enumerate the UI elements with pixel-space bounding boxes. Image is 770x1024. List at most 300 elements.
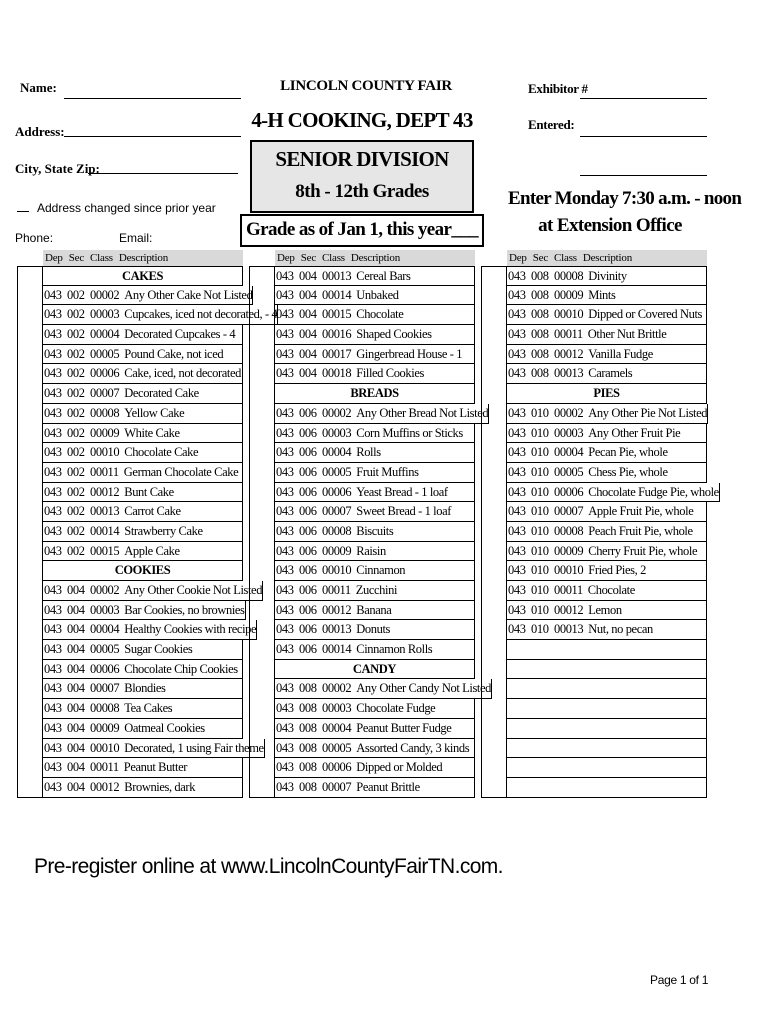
entry-checkbox[interactable] [481, 345, 507, 365]
entry-row [17, 325, 243, 345]
class-description: Nut, no pecan [588, 622, 653, 637]
entry-row [249, 542, 475, 562]
entry-cell [43, 325, 243, 345]
class-description: Chocolate Chip Cookies [124, 661, 238, 676]
class-code: 043 010 00008 [508, 523, 584, 538]
entry-column-3 [481, 250, 719, 798]
entry-row [17, 483, 243, 503]
class-code: 043 006 00002 [276, 405, 352, 420]
class-code: 043 010 00013 [508, 622, 584, 637]
entry-checkbox[interactable] [249, 404, 275, 424]
class-description: Any Other Bread Not Listed [356, 405, 489, 420]
entry-cell [275, 719, 475, 739]
entry-checkbox[interactable] [249, 502, 275, 522]
entry-row [481, 463, 707, 483]
entry-checkbox[interactable] [17, 404, 43, 424]
entry-cell [43, 463, 243, 483]
fair-title: LINCOLN COUNTY FAIR [280, 78, 452, 94]
address-changed-label: Address changed since prior year [37, 201, 216, 215]
entry-row [17, 581, 263, 601]
class-code: 043 004 00018 [276, 366, 352, 381]
class-description: Assorted Candy, 3 kinds [356, 740, 470, 755]
entry-checkbox[interactable] [249, 522, 275, 542]
entry-checkbox[interactable] [481, 620, 507, 640]
entry-checkbox[interactable] [249, 266, 275, 286]
class-code: 043 002 00012 [44, 484, 120, 499]
class-description: Chocolate Fudge [356, 701, 436, 716]
entry-row [249, 640, 475, 660]
entry-checkbox[interactable] [17, 581, 43, 601]
class-description: Tea Cakes [124, 701, 173, 716]
entry-checkbox[interactable] [249, 325, 275, 345]
city-state-zip-field[interactable] [88, 173, 238, 174]
entry-row [249, 364, 475, 384]
header-dep: Dep [277, 252, 295, 264]
entry-cell [507, 581, 707, 601]
entry-cell [507, 424, 707, 444]
entry-row [481, 424, 707, 444]
class-description: Zucchini [355, 583, 398, 597]
entry-checkbox[interactable] [481, 542, 507, 562]
entry-checkbox[interactable] [481, 640, 507, 660]
entry-checkbox[interactable] [249, 542, 275, 562]
class-code: 043 002 00005 [44, 346, 120, 361]
entry-cell [43, 640, 243, 660]
class-code: 043 004 00009 [44, 720, 120, 735]
class-code: 043 004 00003 [44, 602, 120, 617]
entry-checkbox[interactable] [481, 601, 507, 621]
class-description: Divinity [588, 269, 627, 283]
entry-cell [507, 364, 707, 384]
class-code: 043 008 00010 [508, 307, 584, 322]
class-code: 043 002 00004 [44, 327, 120, 342]
header-sec: Sec [68, 252, 85, 264]
class-code: 043 004 00014 [276, 287, 352, 302]
entry-row [481, 522, 707, 542]
entry-checkbox[interactable] [249, 424, 275, 444]
entry-cell [275, 404, 489, 424]
entry-checkbox[interactable] [481, 305, 507, 325]
entry-checkbox[interactable] [17, 699, 43, 719]
category-row [249, 384, 475, 404]
class-code: 043 006 00013 [276, 622, 352, 637]
class-description: Gingerbread House - 1 [356, 346, 463, 361]
class-code: 043 010 00012 [508, 602, 584, 617]
class-description: Oatmeal Cookies [124, 720, 205, 735]
class-description: Yellow Cake [124, 405, 185, 420]
entry-cell [275, 620, 475, 640]
class-code: 043 006 00007 [276, 504, 352, 519]
entry-cell [43, 522, 243, 542]
entry-cell [507, 739, 707, 759]
entered-field[interactable] [580, 136, 707, 137]
class-description: Chocolate [356, 307, 404, 322]
entry-row [249, 305, 475, 325]
entry-cell [275, 699, 475, 719]
entry-checkbox[interactable] [17, 502, 43, 522]
class-code: 043 006 00004 [276, 445, 352, 460]
class-description: Cupcakes, iced not decorated, - 4 [124, 307, 278, 322]
entry-checkbox[interactable] [17, 719, 43, 739]
entry-row [17, 778, 243, 798]
entry-cell [43, 286, 253, 306]
entry-checkbox[interactable] [249, 345, 275, 365]
entry-checkbox[interactable] [481, 443, 507, 463]
entry-checkbox[interactable] [17, 463, 43, 483]
entry-row [249, 699, 475, 719]
dept-title: 4-H COOKING, DEPT 43 [251, 108, 473, 132]
entry-cell [275, 443, 475, 463]
entry-checkbox[interactable] [249, 305, 275, 325]
entry-checkbox[interactable] [17, 424, 43, 444]
exhibitor-field[interactable] [580, 98, 707, 99]
class-description: Blondies [124, 681, 166, 696]
class-code: 043 008 00009 [508, 287, 584, 302]
class-description: Raisin [356, 543, 386, 558]
class-description: Chess Pie, whole [588, 464, 668, 479]
entry-cell [43, 679, 243, 699]
class-description: Chocolate Fudge Pie, whole [588, 484, 719, 499]
entry-checkbox[interactable] [17, 483, 43, 503]
class-description: Dipped or Molded [356, 760, 443, 775]
category-label: PIES [507, 384, 707, 404]
header-dep: Dep [45, 252, 63, 264]
entry-cell [43, 305, 278, 325]
class-description: Carrot Cake [124, 504, 181, 519]
entry-checkbox[interactable] [481, 404, 507, 424]
entry-row [481, 266, 707, 286]
entry-row [17, 758, 243, 778]
class-code: 043 006 00006 [276, 484, 352, 499]
entry-cell [507, 719, 707, 739]
entry-checkbox[interactable] [481, 424, 507, 444]
entry-checkbox[interactable] [481, 778, 507, 798]
entry-row [481, 640, 707, 660]
entry-checkbox[interactable] [17, 325, 43, 345]
entry-row [17, 640, 243, 660]
entry-cell [507, 699, 707, 719]
entry-row [249, 601, 475, 621]
entry-checkbox[interactable] [481, 364, 507, 384]
class-description: Cherry Fruit Pie, whole [588, 543, 698, 558]
entry-row [481, 758, 707, 778]
class-code: 043 010 00007 [508, 504, 584, 519]
entry-cell [43, 404, 243, 424]
class-code: 043 008 00007 [276, 779, 352, 794]
entry-checkbox[interactable] [249, 640, 275, 660]
entered-label: Entered: [528, 117, 575, 132]
class-code: 043 010 00002 [508, 405, 584, 420]
class-description: Any Other Pie Not Listed [588, 405, 708, 420]
entry-checkbox[interactable] [481, 286, 507, 306]
category-label: BREADS [275, 384, 475, 404]
entry-cell [275, 502, 475, 522]
header-description: Description [350, 252, 400, 264]
entry-row [17, 305, 278, 325]
category-row [17, 561, 243, 581]
class-code: 043 004 00010 [44, 740, 120, 755]
header-class: Class [322, 252, 345, 264]
class-description: Peanut Brittle [356, 779, 420, 794]
entry-checkbox[interactable] [249, 384, 275, 404]
entry-row [249, 778, 475, 798]
entry-checkbox[interactable] [249, 739, 275, 759]
entry-cell [275, 483, 475, 503]
class-description: Healthy Cookies with recipe [124, 622, 257, 637]
entry-row [481, 286, 707, 306]
entry-checkbox[interactable] [17, 266, 43, 286]
entry-cell [507, 305, 707, 325]
entry-checkbox[interactable] [17, 778, 43, 798]
class-code: 043 006 00011 [276, 583, 351, 597]
entry-row [249, 483, 475, 503]
entry-row [17, 660, 243, 680]
entry-checkbox[interactable] [17, 561, 43, 581]
grades-title: 8th - 12th Grades [295, 181, 429, 202]
class-description: Cereal Bars [356, 269, 411, 283]
entry-row [17, 424, 243, 444]
entry-cell [43, 483, 243, 503]
class-description: Peanut Butter [123, 760, 187, 775]
entry-row [481, 601, 707, 621]
entry-checkbox[interactable] [17, 679, 43, 699]
entry-cell [275, 424, 475, 444]
entry-cell [507, 286, 707, 306]
enter-location-text: at Extension Office [538, 215, 682, 236]
entry-checkbox[interactable] [481, 660, 507, 680]
entry-checkbox[interactable] [249, 699, 275, 719]
class-description: Lemon [588, 602, 622, 617]
entry-row [249, 345, 475, 365]
header-class: Class [90, 252, 113, 264]
class-code: 043 004 00002 [44, 583, 120, 597]
class-code: 043 010 00010 [508, 563, 584, 578]
class-description: Pound Cake, not iced [124, 346, 224, 361]
class-code: 043 008 00013 [508, 366, 584, 381]
entry-cell [507, 443, 707, 463]
class-code: 043 002 00008 [44, 405, 120, 420]
entry-cell [507, 561, 707, 581]
entry-cell [43, 758, 243, 778]
class-code: 043 004 00004 [44, 622, 120, 637]
entry-checkbox[interactable] [481, 699, 507, 719]
entry-row [481, 660, 707, 680]
entry-row [249, 266, 475, 286]
entry-checkbox[interactable] [17, 384, 43, 404]
class-code: 043 008 00011 [508, 327, 583, 342]
entry-checkbox[interactable] [481, 384, 507, 404]
entry-cell [275, 679, 492, 699]
class-description: Apple Cake [124, 543, 180, 558]
entry-checkbox[interactable] [249, 660, 275, 680]
entry-row [17, 384, 243, 404]
class-description: Decorated Cake [124, 386, 199, 401]
entry-checkbox[interactable] [481, 758, 507, 778]
entry-checkbox[interactable] [249, 758, 275, 778]
entry-row [249, 424, 475, 444]
class-description: Bunt Cake [124, 484, 174, 499]
entry-cell [43, 778, 243, 798]
entry-checkbox[interactable] [17, 305, 43, 325]
entry-column-2 [249, 250, 491, 798]
entry-row [17, 601, 243, 621]
entry-checkbox[interactable] [249, 679, 275, 699]
entry-checkbox[interactable] [481, 719, 507, 739]
class-description: German Chocolate Cake [123, 464, 239, 479]
category-label: COOKIES [43, 561, 243, 581]
header-class: Class [554, 252, 577, 264]
entry-row [481, 739, 707, 759]
entry-cell [275, 463, 475, 483]
class-description: Shaped Cookies [356, 327, 432, 342]
entry-checkbox[interactable] [249, 620, 275, 640]
class-code: 043 002 00009 [44, 425, 120, 440]
class-code: 043 008 00012 [508, 346, 584, 361]
class-description: Fruit Muffins [356, 464, 419, 479]
blank-field[interactable] [580, 175, 707, 176]
class-code: 043 002 00013 [44, 504, 120, 519]
entry-row [481, 581, 707, 601]
class-code: 043 010 00011 [508, 583, 583, 597]
category-label: CANDY [275, 660, 475, 680]
entry-checkbox[interactable] [17, 601, 43, 621]
preregister-text: Pre-register online at www.LincolnCountyFairTN.com. [34, 855, 503, 878]
entry-cell [275, 758, 475, 778]
entry-checkbox[interactable] [481, 325, 507, 345]
entry-row [249, 286, 475, 306]
entry-row [481, 778, 707, 798]
class-code: 043 008 00002 [276, 681, 352, 696]
entry-cell [275, 305, 475, 325]
entry-row [481, 364, 707, 384]
class-code: 043 004 00013 [276, 269, 352, 283]
class-description: Peanut Butter Fudge [356, 720, 452, 735]
entry-row [17, 345, 243, 365]
entry-row [481, 561, 707, 581]
class-code: 043 008 00008 [508, 269, 584, 283]
entry-checkbox[interactable] [249, 778, 275, 798]
class-code: 043 008 00003 [276, 701, 352, 716]
entry-checkbox[interactable] [249, 581, 275, 601]
entry-checkbox[interactable] [249, 561, 275, 581]
entry-cell [43, 699, 243, 719]
class-code: 043 002 00010 [44, 445, 120, 460]
class-description: Cake, iced, not decorated [124, 366, 241, 381]
name-field[interactable] [64, 98, 241, 99]
address-field[interactable] [64, 136, 241, 137]
class-code: 043 004 00015 [276, 307, 352, 322]
page-number: Page 1 of 1 [650, 973, 709, 987]
class-code: 043 002 00003 [44, 307, 120, 322]
entry-checkbox[interactable] [481, 679, 507, 699]
class-code: 043 010 00005 [508, 464, 584, 479]
entry-cell [43, 739, 265, 759]
entry-checkbox[interactable] [249, 364, 275, 384]
entry-checkbox[interactable] [481, 561, 507, 581]
entry-checkbox[interactable] [249, 483, 275, 503]
entry-cell [275, 345, 475, 365]
category-row [17, 266, 243, 286]
class-description: Chocolate [587, 583, 635, 597]
address-changed-checkbox[interactable] [17, 211, 29, 212]
grade-as-of-label: Grade as of Jan 1, this year___ [245, 219, 479, 240]
entry-checkbox[interactable] [17, 640, 43, 660]
entry-checkbox[interactable] [17, 620, 43, 640]
class-code: 043 002 00002 [44, 287, 120, 302]
class-description: Bar Cookies, no brownies [124, 602, 245, 617]
class-description: Vanilla Fudge [588, 346, 653, 361]
entry-row [17, 286, 253, 306]
entry-row [249, 758, 475, 778]
entry-checkbox[interactable] [481, 739, 507, 759]
class-code: 043 004 00016 [276, 327, 352, 342]
entry-checkbox[interactable] [17, 660, 43, 680]
class-description: Other Nut Brittle [587, 327, 667, 342]
entry-checkbox[interactable] [17, 345, 43, 365]
class-code: 043 004 00005 [44, 642, 120, 657]
entry-checkbox[interactable] [481, 266, 507, 286]
entry-checkbox[interactable] [17, 364, 43, 384]
entry-cell [507, 640, 707, 660]
entry-checkbox[interactable] [481, 502, 507, 522]
entry-row [481, 483, 719, 503]
entry-cell [507, 660, 707, 680]
class-description: Rolls [356, 445, 381, 460]
entry-checkbox[interactable] [481, 483, 507, 503]
class-code: 043 004 00012 [44, 779, 120, 794]
entry-row [17, 364, 243, 384]
class-code: 043 010 00003 [508, 425, 584, 440]
class-description: Strawberry Cake [124, 523, 203, 538]
entry-row [17, 739, 264, 759]
class-description: Decorated Cupcakes - 4 [124, 327, 236, 342]
class-code: 043 006 00010 [276, 563, 352, 578]
entry-checkbox[interactable] [249, 719, 275, 739]
entry-cell [275, 522, 475, 542]
entry-checkbox[interactable] [249, 286, 275, 306]
entry-checkbox[interactable] [481, 522, 507, 542]
entry-checkbox[interactable] [481, 581, 507, 601]
entry-row [17, 719, 243, 739]
entry-row [249, 581, 475, 601]
entry-cell [507, 522, 707, 542]
class-description: Sugar Cookies [124, 642, 193, 657]
entry-checkbox[interactable] [17, 286, 43, 306]
name-label: Name: [20, 80, 57, 95]
class-code: 043 004 00006 [44, 661, 120, 676]
header-dep: Dep [509, 252, 527, 264]
entry-checkbox[interactable] [17, 758, 43, 778]
entry-checkbox[interactable] [17, 443, 43, 463]
entry-row [481, 699, 707, 719]
class-description: Biscuits [356, 523, 394, 538]
category-row [249, 660, 475, 680]
class-description: Any Other Fruit Pie [588, 425, 681, 440]
entry-checkbox[interactable] [249, 463, 275, 483]
class-code: 043 002 00011 [44, 464, 119, 479]
entry-checkbox[interactable] [481, 463, 507, 483]
class-description: Dipped or Covered Nuts [588, 307, 703, 322]
entry-checkbox[interactable] [17, 522, 43, 542]
entry-checkbox[interactable] [249, 601, 275, 621]
class-description: Sweet Bread - 1 loaf [356, 504, 452, 519]
entry-checkbox[interactable] [17, 739, 43, 759]
entry-row [17, 502, 243, 522]
entry-cell [275, 778, 475, 798]
entry-checkbox[interactable] [17, 542, 43, 562]
entry-checkbox[interactable] [249, 443, 275, 463]
entry-row [249, 620, 475, 640]
